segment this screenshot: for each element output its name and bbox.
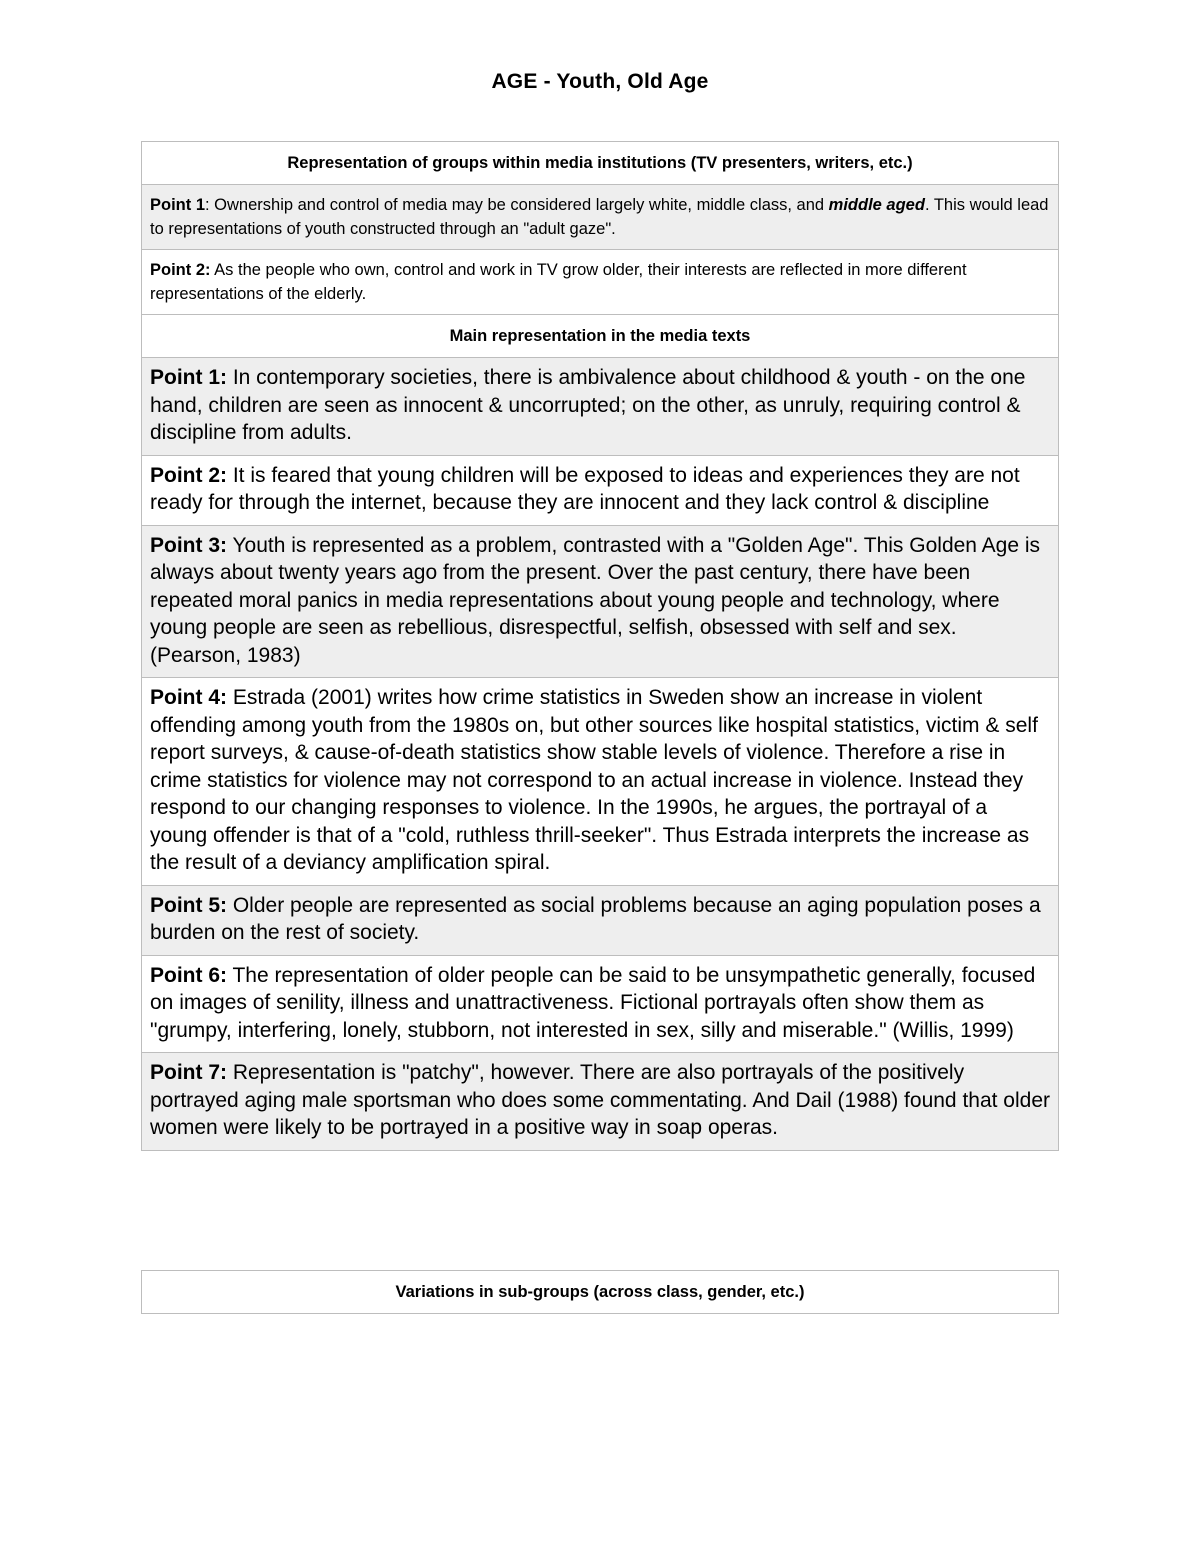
table-row <box>142 678 1059 886</box>
point-label: Point 4: <box>150 686 227 709</box>
institutions-table <box>141 141 1059 315</box>
point-text: . This would lead to representations of youth constructed through an "adult gaze". <box>150 196 1049 238</box>
sub-groups-table <box>141 1270 1059 1314</box>
point-label: Point 2: <box>150 463 227 487</box>
table-row <box>142 315 1059 358</box>
main-point-7 <box>142 1053 1059 1151</box>
table-row <box>142 525 1059 678</box>
table-row <box>142 358 1059 456</box>
point-text: Estrada (2001) writes how crime statistics in Sweden show an increase in violent offending among youth from the 1980s on, but other sources like hospital statistics, victim & self report surveys, & cause-of-death statistics show stable levels of violence. Therefore a rise in crime statistics for violence may not correspond to an actual increase in violence. Instead they respond to our changing responses to violence. In the 1990s, he argues, the portrayal of a young offender is that of a "cold, ruthless thrill-seeker". Thus Estrada interprets the increase as the result of a deviancy amplification spiral. <box>150 686 1038 874</box>
point-label: Point 7: <box>150 1061 227 1084</box>
point-label: Point 2: <box>150 261 211 279</box>
table-row <box>142 955 1059 1053</box>
main-point-4 <box>142 678 1059 886</box>
institutions-point-2 <box>142 250 1059 315</box>
point-text: It is feared that young children will be exposed to ideas and experiences they are not ready for through the internet, because they are innocent and they lack control & discipline <box>150 463 1020 514</box>
main-point-6 <box>142 955 1059 1053</box>
page-title: AGE - Youth, Old Age <box>491 70 709 93</box>
main-representation-table <box>141 314 1059 1151</box>
point-label: Point 1 <box>150 196 206 214</box>
point-label: Point 5: <box>150 893 227 917</box>
point-text: In contemporary societies, there is ambivalence about childhood & youth - on the one hand, children are seen as innocent & uncorrupted; on the other, as unruly, requiring control & discipline from adults. <box>150 366 1026 444</box>
main-point-1 <box>142 358 1059 456</box>
table-row <box>142 250 1059 315</box>
point-text: The representation of older people can be said to be unsympathetic generally, focused on images of senility, illness and unattractiveness. Fictional portrayals often show them as "grumpy, interfering, lonely, stubborn, not interested in sex, silly and miserable." (Willis, 1999) <box>150 963 1036 1042</box>
main-representation-header: Main representation in the media texts <box>142 315 1059 358</box>
main-point-5 <box>142 885 1059 955</box>
point-text: As the people who own, control and work in TV grow older, their interests are reflected in more different representations of the elderly. <box>150 261 967 303</box>
point-text: : Ownership and control of media may be considered largely white, middle class, and <box>205 196 829 214</box>
point-emphasis: middle aged <box>828 196 925 214</box>
institutions-point-1 <box>142 185 1059 250</box>
institutions-header: Representation of groups within media institutions (TV presenters, writers, etc.) <box>142 142 1059 185</box>
sub-groups-header: Variations in sub-groups (across class, gender, etc.) <box>142 1271 1059 1314</box>
table-row <box>142 185 1059 250</box>
point-text: Older people are represented as social problems because an aging population poses a burden on the rest of society. <box>150 893 1041 944</box>
point-label: Point 3: <box>150 533 227 557</box>
point-label: Point 6: <box>150 963 227 987</box>
point-text: Representation is "patchy", however. There are also portrayals of the positively portrayed aging male sportsman who does some commentating. And Dail (1988) found that older women were likely to be portrayed in a positive way in soap operas. <box>150 1061 1051 1139</box>
point-label: Point 1: <box>150 366 227 389</box>
table-row <box>142 455 1059 525</box>
point-text: Youth is represented as a problem, contrasted with a "Golden Age". This Golden Age is always about twenty years ago from the present. Over the past century, there have been repeated moral panics in media representations about young people and technology, where young people are seen as rebellious, disrespectful, selfish, obsessed with self and sex. (Pearson, 1983) <box>150 533 1041 667</box>
main-point-2 <box>142 455 1059 525</box>
main-point-3 <box>142 525 1059 678</box>
table-row <box>142 885 1059 955</box>
table-row <box>142 142 1059 185</box>
table-row <box>142 1271 1059 1314</box>
table-row <box>142 1053 1059 1151</box>
